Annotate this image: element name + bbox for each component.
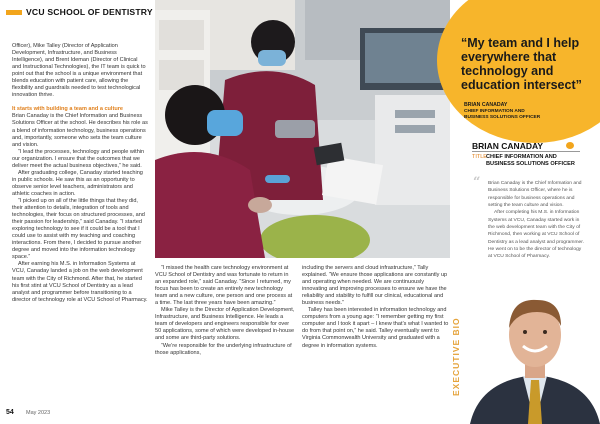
paragraph: “We’re responsible for the underlying infrastructure of those applications, [155,342,292,356]
quote-mark-icon: “ [473,175,481,190]
article-column-3 [302,265,450,350]
paragraph: “I missed the health care technology environment at VCU School of Dentistry and was fortunate to return in an expanded role,” said Canaday. “Since I returned, my focus has been to create an entirely new technology team and a new culture, one person and one process at a time. The last three years have been amazing.” [155,265,293,307]
profile-title-label: TITLE [472,154,487,160]
section-accent-bar [6,10,22,15]
issue-date: May 2023 [26,410,51,416]
divider [472,151,580,152]
section-title: VCU SCHOOL OF DENTISTRY [26,7,153,17]
pull-quote-text: “My team and I help everywhere that technology and education intersect” [461,36,582,92]
pull-quote-role: BUSINESS SOLUTIONS OFFICER [464,115,541,120]
paragraph: Talley has been interested in information technology and computers from a young age: “I remember getting my first computer and I took it apart – I knew that’s what I wanted to do from that point on,” he said. Talley eventually went to Virginia Commonwealth University and graduated with a degree in information systems. [302,307,449,349]
paragraph: Officer), Mike Talley (Director of Application Development, Infrastructure, and Business Intelligence), and Brent Ideman (Director of Clinical and Instructional Technologies), the IT team is quick to point out that the school is a unique environment that blends education with patient care, allowing the flexibility and guardrails needed to test technological innovation thrive. [12,43,146,99]
paragraph: including the servers and cloud infrastructure,” Tally explained. “We ensure those applications are constantly up and operating when needed. We are continuously innovating and improving processes to ensure we have the reliability and stability to fulfill our clinical, educational and business needs.” [302,265,448,307]
page-number: 54 [6,409,14,416]
paragraph: “I lead the processes, technology and people within our organization. I ensure that the outcomes that we deliver meet the actual business objectives,” he said. [12,148,145,169]
paragraph: Mike Talley is the Director of Application Development, Infrastructure, and Business Intelligence. He leads a team of developers and engineers responsible for over 50 applications, some of which were developed in-house and some are third-party solutions. [155,307,295,342]
profile-name: BRIAN CANADAY [472,141,543,151]
bio-paragraph: Brian Canaday is the Chief Information and Business Solutions Officer, where he is responsible for business operations and setting the team culture and vision. [488,181,582,209]
paragraph: After graduating college, Canaday started teaching in public schools. He saw this as an opportunity to observe senior level teachers, administrators and athletic coaches in action. [12,169,143,197]
executive-bio-label: EXECUTIVE BIO [451,317,461,396]
paragraph: Brian Canaday is the Chief Information and Business Solutions Officer at the school. He describes his role as a blend of information technology, business operations and, importantly, someone who sets the team culture and vision. [12,113,148,148]
article-column-1 [12,43,148,304]
pull-quote-name: BRIAN CANADAY [464,102,508,108]
dental-clinic-photo [155,0,450,258]
pull-quote-role: CHIEF INFORMATION AND [464,109,525,114]
badge-icon [566,142,574,149]
profile-title-value: CHIEF INFORMATION AND BUSINESS SOLUTIONS OFFICER [486,154,575,167]
bio-paragraph: After completing his M.S. in Information Systems at VCU, Canaday started work in the web development team with the City of Richmond, then working at VCU School of Dentistry as a lead analyst and programmer. He went on to be the director of technology at VCU School of Pharmacy. [488,210,584,260]
subheading: It starts with building a team and a culture [12,106,123,113]
paragraph: “I picked up on all of the little things that they did, their attention to details, integration of tools and technologies, their focus on structured processes, and their passion for leadership,” said Canaday. “I started exploring technology to see if it could be a tool that I could use to assist with my teaching and coaching interactions. From there, I decided to pursue another degree and moved into the information technology space.” [12,197,145,261]
headshot-photo [465,280,600,424]
profile-bio [488,180,586,261]
paragraph: After earning his M.S. in Information Systems at VCU, Canaday landed a job on the web development team with the City of Richmond. After that, he started his first stint at VCU School of Dentistry as a lead analyst and programmer before transitioning to a director of technology role at VCU School of Pharmacy. [12,261,148,303]
article-column-2 [155,265,295,357]
